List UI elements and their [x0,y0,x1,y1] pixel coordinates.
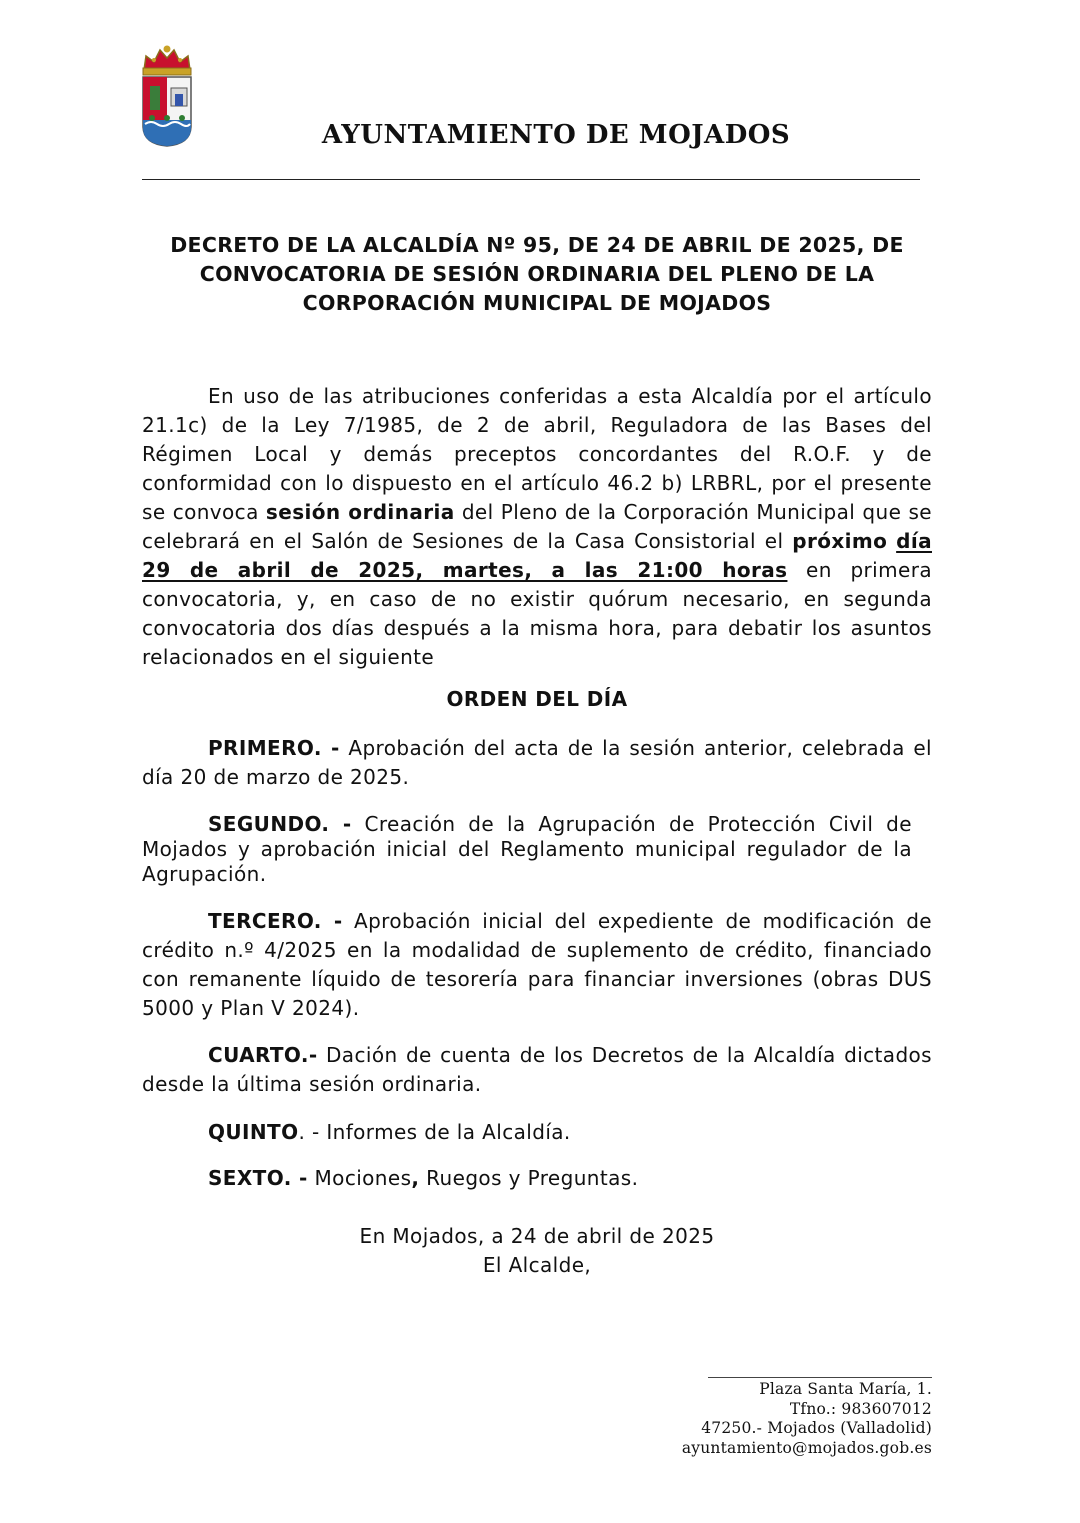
session-type: sesión ordinaria [265,500,455,524]
agenda-item [142,907,932,1023]
intro-text: en primera convocatoria, y, en caso de no existir quórum necesario, en segunda convocatoria dos días después a la misma hora, para debatir los asuntos relacionados en el siguiente [142,558,932,669]
decree-title-line: CORPORACIÓN MUNICIPAL DE MOJADOS [302,291,772,315]
place-date: En Mojados, a 24 de abril de 2025 [359,1224,715,1248]
intro-next: próximo [792,529,888,553]
intro-paragraph [142,382,932,672]
agenda-item-label: QUINTO [208,1120,299,1144]
footer-contact [682,1380,932,1458]
agenda-item-text: Ruegos y Preguntas. [419,1166,639,1190]
agenda-title: ORDEN DEL DÍA [446,687,628,711]
agenda-item-label: SEXTO. - [208,1166,308,1190]
agenda-item-label: TERCERO. - [208,909,343,933]
agenda-item-text: Aprobación inicial del expediente de modificación de crédito n.º 4/2025 en la modalidad de suplemento de crédito, financiado con remanente líquido de tesorería para financiar inversiones (obras DUS 5000 y Plan V 2024). [142,909,932,1020]
agenda-item [142,734,932,792]
footer-divider [708,1377,932,1378]
decree-title [142,231,932,318]
agenda-item-label: SEGUNDO. - [208,812,352,836]
agenda-item-text: Dación de cuenta de los Decretos de la Alcaldía dictados desde la última sesión ordinaria. [142,1043,932,1096]
intro-text: En uso de las atribuciones conferidas a esta Alcaldía por el artículo 21.1c) de la Ley 7/1985, de 2 de abril, Reguladora de las Bases del Régimen Local y demás preceptos concordantes del R.O.F. y de conformidad con lo dispuesto en el artículo 46.2 b) LRBRL, por el presente se convoca [142,384,932,524]
agenda-item [142,1118,932,1147]
agenda-item: SEXTO. - Mociones, Ruegos y Preguntas. [208,1166,639,1190]
agenda-item-text: Aprobación del acta de la sesión anterior, celebrada el día 20 de marzo de 2025. [142,736,932,789]
agenda-item-label: PRIMERO. - [208,736,340,760]
decree-title-line: DECRETO DE LA ALCALDÍA Nº 95, DE 24 DE ABRIL DE 2025, DE [170,233,904,257]
header-divider [142,179,920,180]
signer: El Alcalde, [482,1253,592,1277]
footer-address: Plaza Santa María, 1. [759,1380,932,1398]
agenda-item [142,1041,932,1099]
decree-title-line: CONVOCATORIA DE SESIÓN ORDINARIA DEL PLENO DE LA [199,262,875,286]
agenda-item-label: CUARTO.- [208,1043,318,1067]
footer-phone: Tfno.: 983607012 [789,1399,932,1418]
org-title: AYUNTAMIENTO DE MOJADOS [321,120,791,150]
agenda-item-text: . - Informes de la Alcaldía. [298,1120,571,1144]
intro-text: del Pleno de la Corporación Municipal que se celebrará en el Salón de Sesiones de la Casa Consistorial el [142,500,932,553]
session-date: día 29 de abril de 2025, martes, a las 21:00 horas [142,529,932,582]
agenda-item-text: Mociones [307,1166,412,1190]
agenda-item [142,812,912,887]
agenda-item-text: Creación de la Agrupación de Protección Civil de Mojados y aprobación inicial del Reglamento municipal regulador de la Agrupación. [142,812,912,886]
footer-email: ayuntamiento@mojados.gob.es [681,1438,932,1457]
closing-block [142,1222,932,1280]
footer-city: 47250.- Mojados (Valladolid) [701,1419,932,1437]
